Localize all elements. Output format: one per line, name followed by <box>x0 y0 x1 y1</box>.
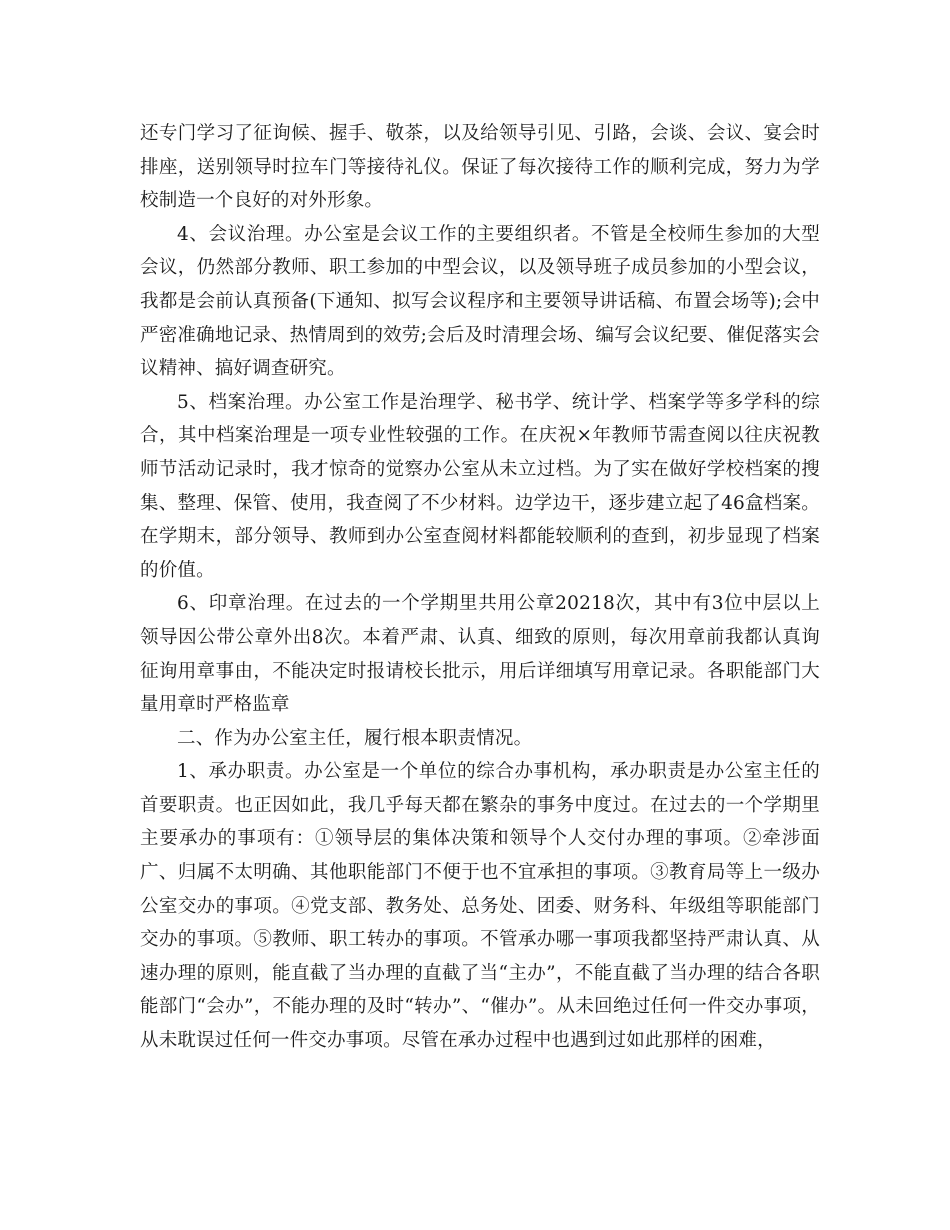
paragraph-meeting-management: 4、会议治理。办公室是会议工作的主要组织者。不管是全校师生参加的大型会议，仍然部分教师、职工参加的中型会议，以及领导班子成员参加的小型会议，我都是会前认真预备(下通知、拟写会议程序和主要领导讲话稿、布置会场等);会中严密准确地记录、热情周到的效劳;会后及时清理会场、编写会议纪要、催促落实会议精神、搞好调查研究。 <box>140 223 820 380</box>
paragraph-archive-management: 5、档案治理。办公室工作是治理学、秘书学、统计学、档案学等多学科的综合，其中档案治理是一项专业性较强的工作。在庆祝×年教师节需查阅以往庆祝教师节活动记录时，我才惊奇的觉察办公室从未立过档。为了实在做好学校档案的搜集、整理、保管、使用，我查阅了不少材料。边学边干，逐步建立起了46盒档案。在学期末，部分领导、教师到办公室查阅材料都能较顺利的查到，初步显现了档案的价值。 <box>140 391 820 581</box>
paragraph-seal-management: 6、印章治理。在过去的一个学期里共用公章20218次，其中有3位中层以上领导因公带公章外出8次。本着严肃、认真、细致的原则，每次用章前我都认真询征询用章事由，不能决定时报请校长批示，用后详细填写用章记录。各职能部门大量用章时严格监章 <box>140 593 820 716</box>
document-body <box>140 117 820 1058</box>
section-heading-office-director-duties: 二、作为办公室主任，履行根本职责情况。 <box>177 727 533 749</box>
paragraph-undertaking-duties: 1、承办职责。办公室是一个单位的综合办事机构，承办职责是办公室主任的首要职责。也正因如此，我几乎每天都在繁杂的事务中度过。在过去的一个学期里主要承办的事项有：①领导层的集体决策和领导个人交付办理的事项。②牵涉面广、归属不太明确、其他职能部门不便于也不宜承担的事项。③教育局等上一级办公室交办的事项。④党支部、教务处、总务处、团委、财务科、年级组等职能部门交办的事项。⑤教师、职工转办的事项。不管承办哪一事项我都坚持严肃认真、从速办理的原则，能直截了当办理的直截了当“主办”，不能直截了当办理的结合各职能部门“会办”，不能办理的及时“转办”、“催办”。从未回绝过任何一件交办事项，从未耽误过任何一件交办事项。尽管在承办过程中也遇到过如此那样的困难， <box>140 761 820 1052</box>
paragraph-reception-continued: 还专门学习了征询候、握手、敬茶，以及给领导引见、引路，会谈、会议、宴会时排座，送别领导时拉车门等接待礼仪。保证了每次接待工作的顺利完成，努力为学校制造一个良好的对外形象。 <box>140 123 820 212</box>
